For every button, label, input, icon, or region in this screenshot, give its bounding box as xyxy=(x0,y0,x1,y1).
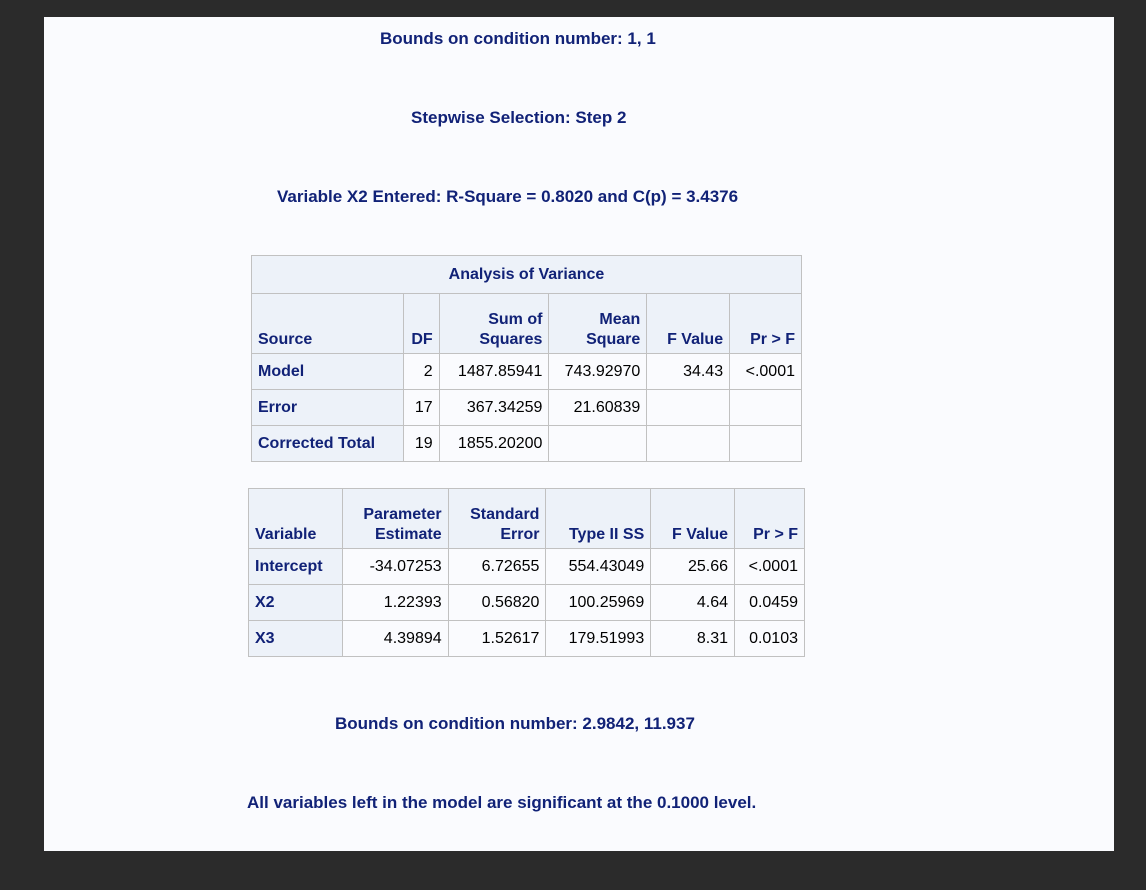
params-f-cell: 25.66 xyxy=(651,549,735,585)
significance-note: All variables left in the model are significant at the 0.1000 level. xyxy=(247,793,757,812)
anova-df-cell: 19 xyxy=(403,426,439,462)
params-se-cell: 1.52617 xyxy=(448,621,546,657)
params-header-se: Standard Error xyxy=(448,489,546,549)
anova-f-cell xyxy=(647,426,730,462)
anova-p-cell xyxy=(730,390,802,426)
anova-f-cell xyxy=(647,390,730,426)
anova-header-source: Source xyxy=(252,294,404,354)
params-f-cell: 8.31 xyxy=(651,621,735,657)
table-row xyxy=(252,426,802,462)
params-estimate-cell: 1.22393 xyxy=(342,585,448,621)
params-variable-cell: X2 xyxy=(249,585,343,621)
table-row xyxy=(249,549,805,585)
anova-source-cell: Error xyxy=(252,390,404,426)
anova-ms-cell: 21.60839 xyxy=(549,390,647,426)
anova-ms-cell: 743.92970 xyxy=(549,354,647,390)
anova-header-ss: Sum of Squares xyxy=(439,294,549,354)
anova-ss-cell: 367.34259 xyxy=(439,390,549,426)
parameter-estimates-table xyxy=(248,488,805,657)
bounds-condition-heading-2: Bounds on condition number: 2.9842, 11.937 xyxy=(335,714,695,733)
params-header-p: Pr > F xyxy=(735,489,805,549)
params-ss2-cell: 179.51993 xyxy=(546,621,651,657)
variable-entered-heading: Variable X2 Entered: R-Square = 0.8020 and C(p) = 3.4376 xyxy=(277,187,739,206)
params-f-cell: 4.64 xyxy=(651,585,735,621)
params-p-cell: 0.0103 xyxy=(735,621,805,657)
anova-p-cell: <.0001 xyxy=(730,354,802,390)
params-ss2-cell: 554.43049 xyxy=(546,549,651,585)
params-header-variable: Variable xyxy=(249,489,343,549)
anova-table xyxy=(251,255,802,462)
bounds-condition-heading-1: Bounds on condition number: 1, 1 xyxy=(380,29,656,48)
anova-source-cell: Corrected Total xyxy=(252,426,404,462)
step-title: Stepwise Selection: Step 2 xyxy=(411,108,627,127)
anova-title: Analysis of Variance xyxy=(252,256,802,294)
anova-ms-cell xyxy=(549,426,647,462)
anova-f-cell: 34.43 xyxy=(647,354,730,390)
anova-p-cell xyxy=(730,426,802,462)
params-ss2-cell: 100.25969 xyxy=(546,585,651,621)
params-header-estimate: Parameter Estimate xyxy=(342,489,448,549)
params-se-cell: 6.72655 xyxy=(448,549,546,585)
output-panel xyxy=(44,17,1114,851)
params-estimate-cell: -34.07253 xyxy=(342,549,448,585)
anova-header-p: Pr > F xyxy=(730,294,802,354)
anova-header-df: DF xyxy=(403,294,439,354)
params-se-cell: 0.56820 xyxy=(448,585,546,621)
params-estimate-cell: 4.39894 xyxy=(342,621,448,657)
anova-source-cell: Model xyxy=(252,354,404,390)
anova-header-ms: Mean Square xyxy=(549,294,647,354)
params-header-f: F Value xyxy=(651,489,735,549)
table-row xyxy=(252,390,802,426)
table-row xyxy=(249,585,805,621)
params-variable-cell: Intercept xyxy=(249,549,343,585)
params-p-cell: 0.0459 xyxy=(735,585,805,621)
anova-ss-cell: 1855.20200 xyxy=(439,426,549,462)
params-p-cell: <.0001 xyxy=(735,549,805,585)
table-row xyxy=(252,354,802,390)
anova-df-cell: 2 xyxy=(403,354,439,390)
anova-df-cell: 17 xyxy=(403,390,439,426)
anova-ss-cell: 1487.85941 xyxy=(439,354,549,390)
anova-header-f: F Value xyxy=(647,294,730,354)
table-row xyxy=(249,621,805,657)
params-header-ss2: Type II SS xyxy=(546,489,651,549)
params-variable-cell: X3 xyxy=(249,621,343,657)
